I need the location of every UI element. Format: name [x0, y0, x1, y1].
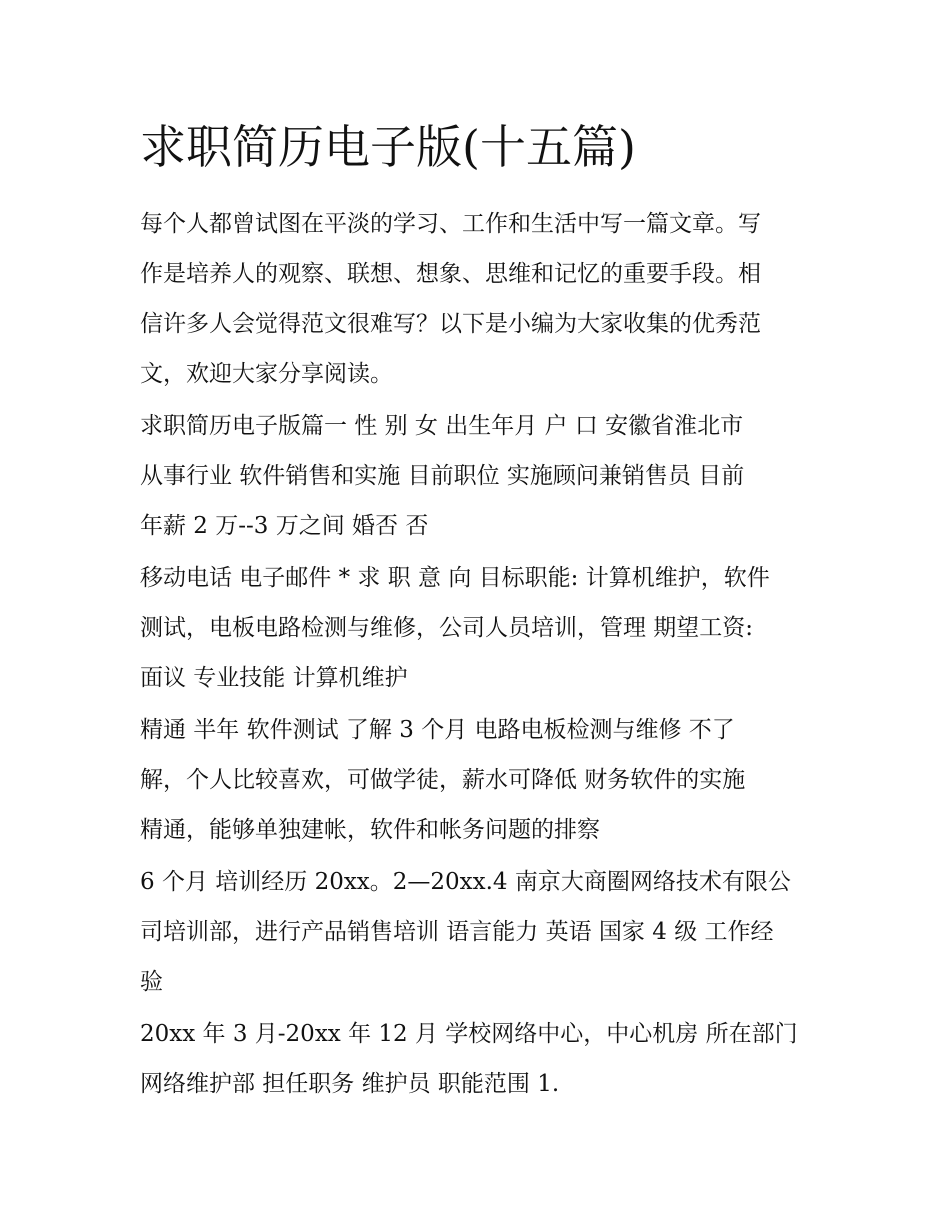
- body-line-14: 网络维护部 担任职务 维护员 职能范围 1.: [140, 1071, 560, 1097]
- body-line-2: 从事行业 软件销售和实施 目前职位 实施顾问兼销售员 目前: [140, 463, 745, 489]
- intro-line-1: 每个人都曾试图在平淡的学习、工作和生活中写一篇文章。写: [140, 211, 761, 237]
- body-line-5: 测试，电板电路检测与维修，公司人员培训，管理 期望工资:: [140, 615, 754, 641]
- intro-line-2: 作是培养人的观察、联想、想象、思维和记忆的重要手段。相: [140, 261, 761, 287]
- body-line-4: 移动电话 电子邮件 * 求 职 意 向 目标职能: 计算机维护，软件: [140, 565, 770, 591]
- body-line-9: 精通，能够单独建帐，软件和帐务问题的排察: [140, 817, 600, 843]
- intro-line-3: 信许多人会觉得范文很难写？以下是小编为大家收集的优秀范: [140, 311, 761, 337]
- body-line-8: 解，个人比较喜欢，可做学徒，薪水可降低 财务软件的实施: [140, 767, 746, 793]
- body-line-11: 司培训部，进行产品销售培训 语言能力 英语 国家 4 级 工作经: [140, 919, 774, 945]
- intro-line-4: 文，欢迎大家分享阅读。: [140, 361, 393, 387]
- body-line-12: 验: [140, 969, 163, 995]
- document-title: 求职简历电子版(十五篇): [140, 120, 636, 174]
- body-line-6: 面议 专业技能 计算机维护: [140, 665, 408, 691]
- body-line-7: 精通 半年 软件测试 了解 3 个月 电路电板检测与维修 不了: [140, 717, 735, 743]
- body-line-13: 20xx 年 3 月-20xx 年 12 月 学校网络中心，中心机房 所在部门: [140, 1021, 798, 1047]
- body-line-10: 6 个月 培训经历 20xx。2—20xx.4 南京大商圈网络技术有限公: [140, 869, 791, 895]
- body-line-1: 求职简历电子版篇一 性 别 女 出生年月 户 口 安徽省淮北市: [140, 413, 744, 439]
- body-line-3: 年薪 2 万--3 万之间 婚否 否: [140, 513, 429, 539]
